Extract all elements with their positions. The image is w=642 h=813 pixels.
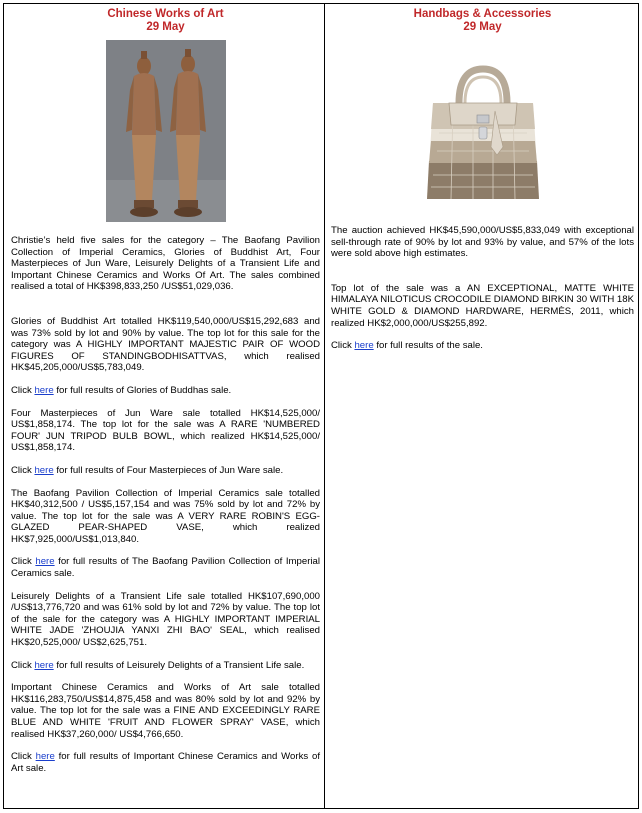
left-jun-ware-paragraph: Four Masterpieces of Jun Ware sale totalled HK$14,525,000/ US$1,858,174. The top lot for the sale was A RARE 'NUMBERED FOUR' JUN TRIPOD BULB BOWL, which realized HK$14,525,000/ US$1,858,174. [11,407,320,454]
leisurely-delights-results-link[interactable]: here [34,659,54,671]
left-sale-date: 29 May [146,21,185,33]
important-ceramics-results-line: Click here for full results of Important Chinese Ceramics and Works of Art sale. [11,751,320,774]
handbags-results-line: Click here for full results of the sale. [331,340,483,352]
left-category-title: Chinese Works of Art [107,8,224,20]
right-auction-summary: The auction achieved HK$45,590,000/US$5,833,049 with exceptional sell-through rate of 90% by lot and 93% by value, and 57% of the lots were sold above high estimates. [331,225,634,260]
handbags-results-link[interactable]: here [354,340,374,352]
left-baofang-paragraph: The Baofang Pavilion Collection of Imperial Ceramics sale totalled HK$40,312,500 / US$5,157,154 and was 75% sold by lot and 72% by value. The top lot for the sale was A VERY RARE ROBIN'S EGG-GLAZED PEAR-SHAPED VASE, which realized HK$7,925,000/US$1,013,840. [11,487,320,545]
birkin-handbag-image [419,51,547,207]
chinese-works-column [4,4,324,774]
right-top-lot-paragraph: Top lot of the sale was a AN EXCEPTIONAL, MATTE WHITE HIMALAYA NILOTICUS CROCODILE DIAMOND BIRKIN 30 WITH 18K WHITE GOLD & DIAMOND HARDWARE, HERMÈS, 2011, which realized HK$2,000,000/US$255,892. [331,282,634,329]
leisurely-delights-results-line: Click here for full results of Leisurely Delights of a Transient Life sale. [11,659,305,671]
left-leisurely-delights-paragraph: Leisurely Delights of a Transient Life sale totalled HK$107,690,000 /US$13,776,720 and was 61% sold by lot and 72% by value. The top lot of the sale for the category was A HIGHLY IMPORTANT IMPERIAL WHITE JADE 'ZHOUJIA YANXI ZHI BAO' SEAL, which realised HK$20,525,000/ US$2,625,751. [11,590,320,649]
left-important-ceramics-paragraph: Important Chinese Ceramics and Works of Art sale totalled HK$116,283,750/US$14,875,458 and was 80% sold by lot and 92% by value. The top lot for the sale was a FINE AND EXCEEDINGLY RARE BLUE AND WHITE 'FRUIT AND FLOWER SPRAY' VASE, which realised HK$37,260,000/ US$4,766,650. [11,682,320,740]
right-category-title: Handbags & Accessories [413,8,552,20]
baofang-results-link[interactable]: here [35,556,55,568]
jun-ware-results-link[interactable]: here [34,464,54,476]
important-ceramics-results-link[interactable]: here [35,751,55,763]
left-buddhist-art-paragraph: Glories of Buddhist Art totalled HK$119,540,000/US$15,292,683 and was 73% sold by lot and 90% by value. The top lot for this sale for the category was A HIGHLY IMPORTANT MAJESTIC PAIR OF WOOD FIGURES OF STANDINGBODHISATTVAS, which realised HK$45,205,000/US$5,783,049. [11,315,320,374]
right-heading [331,4,634,34]
buddhist-art-results-line: Click here for full results of Glories of Buddhas sale. [11,384,232,396]
handbags-column [325,4,638,352]
baofang-results-line: Click here for full results of The Baofang Pavilion Collection of Imperial Ceramics sale. [11,556,321,580]
left-intro-paragraph: Christie’s held five sales for the category – The Baofang Pavilion Collection of Imperial Ceramics, Glories of Buddhist Art, Four Masterpieces of Jun Ware, Leisurely Delights of a Transient Life and Important Chinese Ceramics and Works Of Art. The sales combined realised a total of HK$398,833,250 /US$51,029,036. [11,235,320,293]
jun-ware-results-line: Click here for full results of Four Masterpieces of Jun Ware sale. [11,464,284,476]
results-table [3,3,639,809]
left-heading [11,4,320,34]
bodhisattva-figures-image [106,40,226,222]
right-sale-date: 29 May [463,21,502,33]
buddhist-art-results-link[interactable]: here [34,384,54,396]
